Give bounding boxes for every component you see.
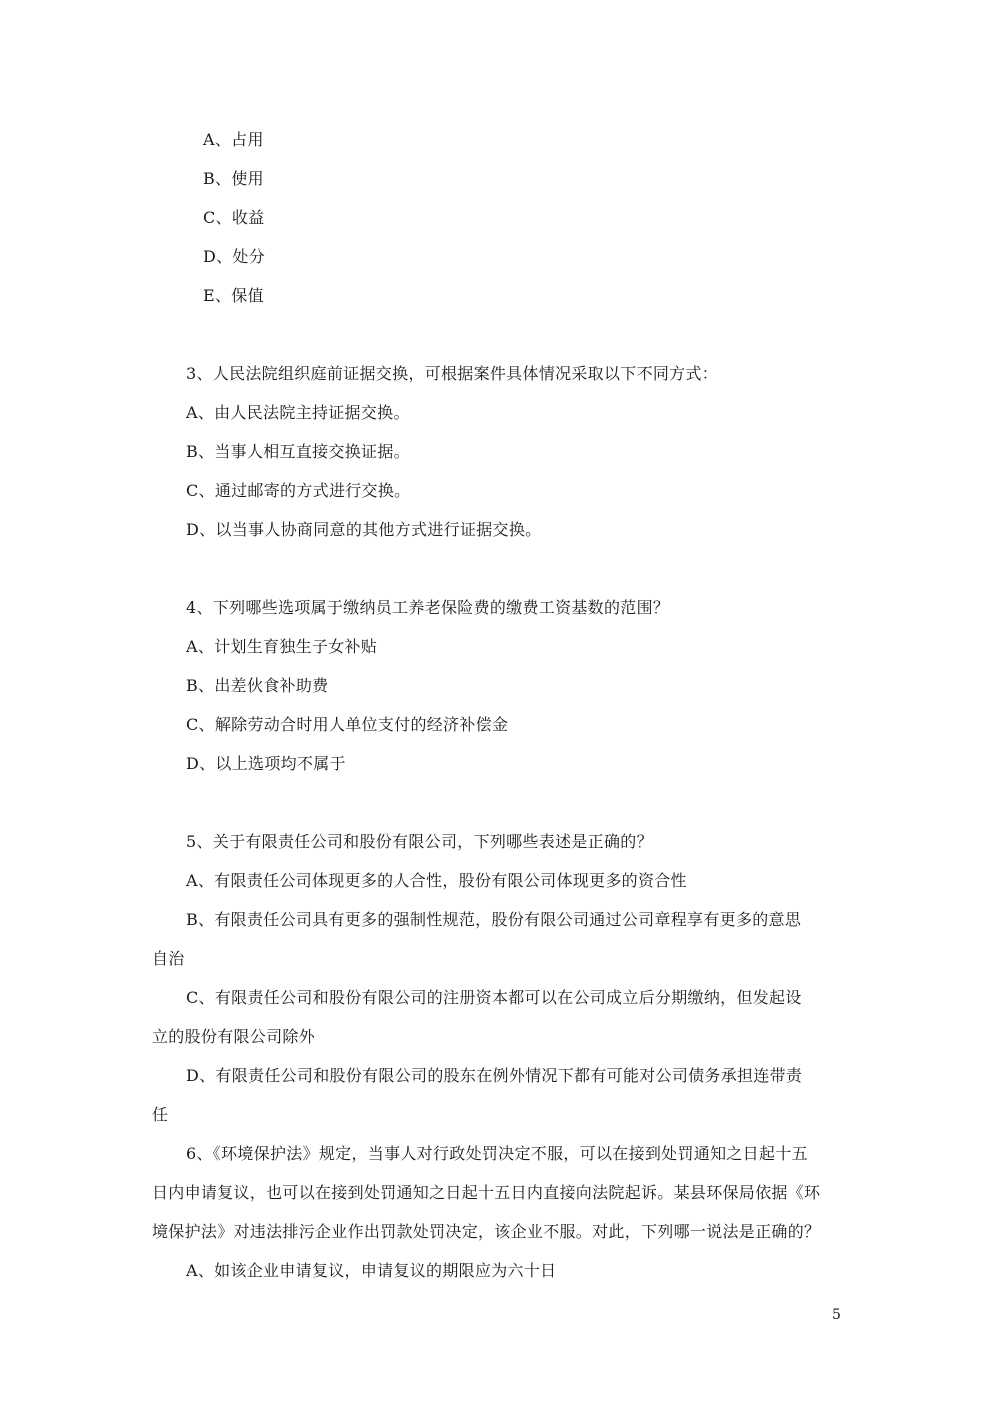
q6-option-a: A、如该企业申请复议，申请复议的期限应为六十日 xyxy=(186,1261,557,1280)
q4-option-a: A、计划生育独生子女补贴 xyxy=(186,637,378,656)
q5-option-d-line2: 任 xyxy=(152,1105,169,1124)
page-number: 5 xyxy=(832,1307,841,1323)
q6-question-line3: 境保护法》对违法排污企业作出罚款处罚决定，该企业不服。对此，下列哪一说法是正确的？ xyxy=(152,1222,821,1241)
q5-option-c-line2: 立的股份有限公司除外 xyxy=(152,1027,316,1046)
q6-question-line1: 6、《环境保护法》规定，当事人对行政处罚决定不服，可以在接到处罚通知之日起十五 xyxy=(186,1144,808,1163)
q2-option-c: C、收益 xyxy=(203,208,265,227)
q5-option-a: A、有限责任公司体现更多的人合性，股份有限公司体现更多的资合性 xyxy=(186,871,687,890)
q4-option-c: C、解除劳动合时用人单位支付的经济补偿金 xyxy=(186,715,509,734)
q2-option-d: D、处分 xyxy=(203,247,266,266)
q5-option-d-line1: D、有限责任公司和股份有限公司的股东在例外情况下都有可能对公司债务承担连带责 xyxy=(186,1066,803,1085)
q5-option-b-line1: B、有限责任公司具有更多的强制性规范，股份有限公司通过公司章程享有更多的意思 xyxy=(186,910,802,929)
q3-option-a: A、由人民法院主持证据交换。 xyxy=(186,403,410,422)
q3-question: 3、人民法院组织庭前证据交换，可根据案件具体情况采取以下不同方式： xyxy=(186,364,719,383)
q4-option-d: D、以上选项均不属于 xyxy=(186,754,346,773)
q2-option-b: B、使用 xyxy=(203,169,264,188)
q5-option-b-line2: 自治 xyxy=(152,949,185,968)
q5-question: 5、关于有限责任公司和股份有限公司，下列哪些表述是正确的？ xyxy=(186,832,653,851)
q4-question: 4、下列哪些选项属于缴纳员工养老保险费的缴费工资基数的范围？ xyxy=(186,598,670,617)
q4-option-b: B、出差伙食补助费 xyxy=(186,676,329,695)
q3-option-b: B、当事人相互直接交换证据。 xyxy=(186,442,410,461)
q3-option-c: C、通过邮寄的方式进行交换。 xyxy=(186,481,411,500)
q6-question-line2: 日内申请复议，也可以在接到处罚通知之日起十五日内直接向法院起诉。某县环保局依据《环 xyxy=(152,1183,821,1202)
q3-option-d: D、以当事人协商同意的其他方式进行证据交换。 xyxy=(186,520,542,539)
q2-option-e: E、保值 xyxy=(203,286,264,305)
q5-option-c-line1: C、有限责任公司和股份有限公司的注册资本都可以在公司成立后分期缴纳，但发起设 xyxy=(186,988,802,1007)
q2-option-a: A、占用 xyxy=(203,130,264,149)
